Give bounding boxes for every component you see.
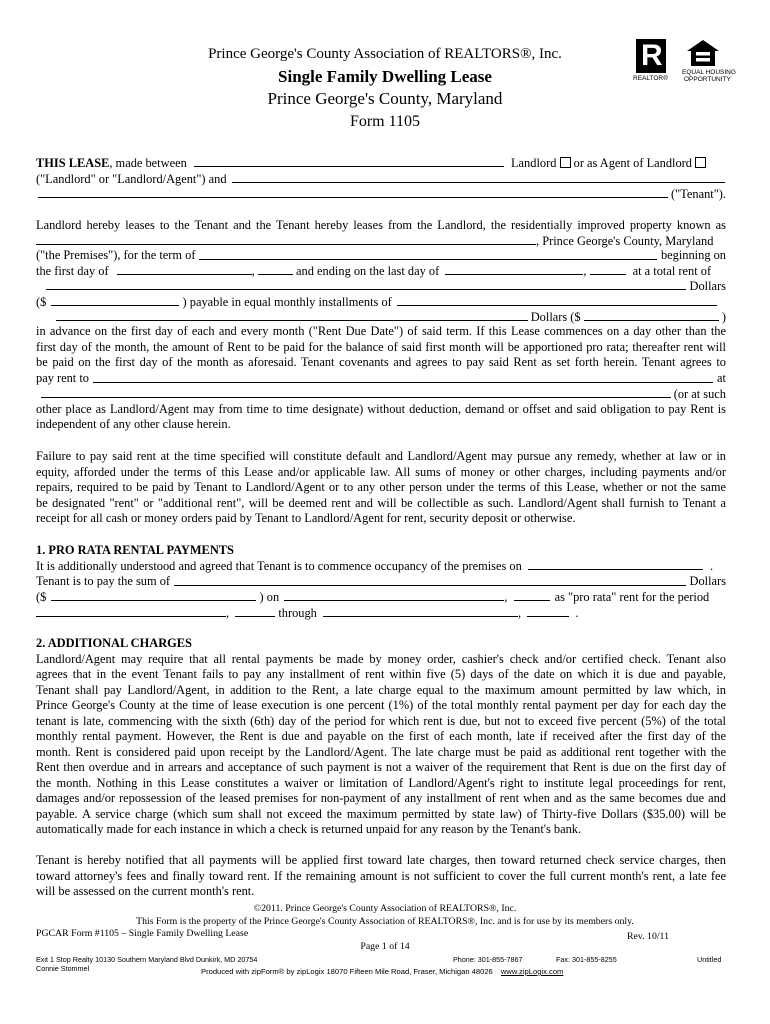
section-2-line: damages and/or repossession of the leased premises for non-payment of any installment of rent when and as the same becomes due and (36, 791, 726, 805)
premises-line-4: the first day of , and ending on the last day of , at a total rent of (36, 264, 712, 278)
property-address-field[interactable] (36, 233, 536, 245)
premises-line-10: be paid on the first day of the month as aforesaid. Tenant covenants and agrees to pay said Rent as set forth herein. Tenant agrees to (36, 355, 726, 369)
section-2-line: Rent then overdue and in arrears and acceptance of such payment is not a waiver of the requirement that Rent is due on the first day of (36, 760, 726, 774)
failure-line-1: Failure to pay said rent at the time specified will constitute default and Landlord/Agent may pursue any remedy, whether at law or in (36, 449, 726, 463)
pro-rata-payment-year-field[interactable] (514, 589, 550, 601)
premises-line-7: Dollars ($ ) (36, 309, 726, 325)
end-year-field[interactable] (590, 263, 626, 275)
premises-line-13: other place as Landlord/Agent may from time to time designate) without deduction, demand or offset and said obligation to pay Rent is (36, 402, 726, 416)
premises-line-6: ($ ) payable in equal monthly installments of (36, 294, 726, 310)
tenant-name-field-2[interactable] (38, 186, 668, 198)
brokerage-address: Exit 1 Stop Realty 10130 Southern Maryland Blvd Dunkirk, MD 20754 (36, 955, 258, 964)
notice-line-3: will be assessed on the current month's rent. (36, 884, 255, 898)
section-2-line: the month. Nothing in this Lease constitutes a waiver or limitation of Landlord/Agent's right to institute legal proceedings for rent, (36, 776, 726, 790)
section-2-heading: 2. ADDITIONAL CHARGES (36, 636, 192, 650)
section-1-line-1: It is additionally understood and agreed that Tenant is to commence occupancy of the premises on . (36, 559, 714, 573)
monthly-installment-words-field-2[interactable] (56, 309, 528, 321)
realtor-logo: R (636, 39, 666, 73)
pay-rent-to-field[interactable] (93, 371, 713, 383)
association-name: Prince George's County Association of REALTORS®, Inc. (208, 46, 562, 62)
form-property-notice: This Form is the property of the Prince George's County Association of REALTORS®, Inc. and is for use by its members only. (136, 916, 634, 927)
failure-line-4: be designated "rent" or "additional rent", will be deemed rent and will be collectible as such. Landlord/Agent shall furnish to Tenant a (36, 496, 726, 510)
section-1-line-2: Tenant is to pay the sum of Dollars (36, 574, 726, 588)
agent-name: Connie Stommel (36, 964, 90, 973)
section-2-line: automatically made for each instance in which a check is returned unpaid for any reason by the Tenant's bank. (36, 822, 582, 836)
brokerage-phone: Phone: 301-855-7867 (453, 955, 523, 964)
premises-line-8: in advance on the first day of each and every month ("Rent Due Date") of said term. If this Lease commences on a day other than the (36, 324, 726, 338)
premises-line-11: pay rent to at (36, 371, 726, 385)
premises-line-14: independent of any other clause herein. (36, 417, 231, 431)
notice-line-2: toward attorney's fees and finally toward rent. If the remaining amount is not sufficient to cover the full current month's rent, a late fee (36, 869, 726, 883)
occupancy-date-field[interactable] (528, 558, 703, 570)
tenant-name-field[interactable] (232, 171, 725, 183)
period-start-field[interactable] (36, 605, 226, 617)
total-rent-words-field[interactable] (46, 278, 686, 290)
monthly-installment-words-field[interactable] (397, 294, 717, 306)
total-rent-amount-field[interactable] (51, 294, 179, 306)
start-month-field[interactable] (117, 263, 252, 275)
agent-of-landlord-checkbox[interactable] (695, 157, 706, 168)
revision-date: Rev. 10/11 (627, 931, 669, 942)
intro-line-2: ("Landlord" or "Landlord/Agent") and (36, 171, 726, 187)
ziplogix-link[interactable]: www.zipLogix.com (500, 967, 564, 976)
realtor-logo-text: REALTOR® (633, 75, 668, 82)
start-year-field[interactable] (258, 263, 293, 275)
page-number: Page 1 of 14 (360, 941, 410, 952)
section-1-line-4: , through , . (36, 605, 726, 621)
period-end-field[interactable] (323, 605, 518, 617)
premises-line-12: (or at such (36, 386, 726, 402)
equal-housing-line1: EQUAL HOUSING (682, 69, 736, 76)
premises-line-5: Dollars (36, 278, 726, 294)
end-month-field[interactable] (445, 263, 583, 275)
form-identifier: PGCAR Form #1105 – Single Family Dwelling Lease (36, 928, 249, 939)
failure-line-3: repairs, required to be paid by Tenant to Landlord/Agent or to any other person under the terms of this Lease, whether or not the same (36, 480, 726, 494)
notice-line-1: Tenant is hereby notified that all payments will be applied first toward late charges, then toward returned check service charges, then (36, 853, 726, 867)
lease-term-field[interactable] (199, 248, 657, 260)
landlord-name-field[interactable] (194, 155, 504, 167)
failure-line-2: equity, afforded under the terms of this Lease and/or applicable law. All sums of money or other charges, including payments and/or (36, 465, 726, 479)
section-1-line-3: ($ ) on , as "pro rata" rent for the period (36, 590, 710, 604)
premises-line-1: Landlord hereby leases to the Tenant and the Tenant hereby leases from the Landlord, the residentially improved property known as (36, 218, 726, 232)
produced-by: Produced with zipForm® by zipLogix 18070 Fifteen Mile Road, Fraser, Michigan 48026 www.zipLogix.com (201, 967, 564, 976)
county-name: Prince George's County, Maryland (267, 89, 503, 108)
monthly-installment-amount-field[interactable] (584, 309, 719, 321)
document-name: Untitled (697, 955, 722, 964)
section-2-line: tenant is late, commencing with the sixth (6th) day of the period for which rent is due, but not to exceed five percent (5%) of the total (36, 714, 726, 728)
form-number: Form 1105 (349, 113, 421, 130)
section-2-line: payable. A service charge (which sum shall not exceed the maximum permitted by state law) of Thirty-five Dollars ($35.00) will be (36, 807, 726, 821)
section-2-line: month. Rent is considered paid upon receipt by the Landlord/Agent. The late charge must be paid as additional rent together with the (36, 745, 726, 759)
period-start-year-field[interactable] (235, 605, 275, 617)
section-2-line: monthly rental payment. However, the Rent is due and payable on the first of each month, late if received after the first day of the (36, 729, 726, 743)
payment-address-field[interactable] (41, 386, 671, 398)
section-2-line: agrees that in the event Tenant fails to pay any installment of rent within five (5) days of the date on which it is due and payable, (36, 667, 726, 681)
pro-rata-sum-words-field[interactable] (174, 574, 685, 586)
document-title: Single Family Dwelling Lease (278, 67, 492, 86)
pro-rata-payment-date-field[interactable] (284, 589, 504, 601)
period-end-year-field[interactable] (527, 605, 569, 617)
equal-housing-icon (686, 39, 720, 67)
equal-housing-line2: OPPORTUNITY (684, 76, 731, 83)
this-lease-label: THIS LEASE (36, 156, 110, 170)
premises-line-2: , Prince George's County, Maryland (36, 233, 726, 249)
section-2-line: Landlord/Agent may require that all rental payments be made by money order, cashier's check and/or certified check. Tenant also (36, 652, 726, 666)
failure-line-5: receipt for all cash or money orders paid by Tenant to Landlord/Agent for rent, security deposit or otherwise. (36, 511, 576, 525)
premises-line-3: ("the Premises"), for the term of beginning on (36, 248, 726, 262)
intro-line-1: THIS LEASE, made between Landlord or as Agent of Landlord (36, 155, 726, 171)
brokerage-fax: Fax: 301-855-8255 (556, 955, 617, 964)
section-2-line: Tenant shall pay Landlord/Agent, in addition to the Rent, a late charge equal to the maximum amount permitted by law which, in (36, 683, 726, 697)
intro-line-3: ("Tenant"). (36, 186, 726, 202)
copyright-notice: ©2011. Prince George's County Association of REALTORS®, Inc. (253, 903, 517, 914)
premises-line-9: first day of the month, the amount of Rent to be paid for the balance of said first month will be apportioned pro rata; thereafter rent will (36, 340, 726, 354)
section-2-line: Prince George's County at the time of lease execution is one percent (1%) of the total monthly rental payment per day for each day the (36, 698, 726, 712)
landlord-checkbox[interactable] (560, 157, 571, 168)
pro-rata-amount-field[interactable] (51, 589, 256, 601)
section-1-heading: 1. PRO RATA RENTAL PAYMENTS (36, 543, 234, 557)
